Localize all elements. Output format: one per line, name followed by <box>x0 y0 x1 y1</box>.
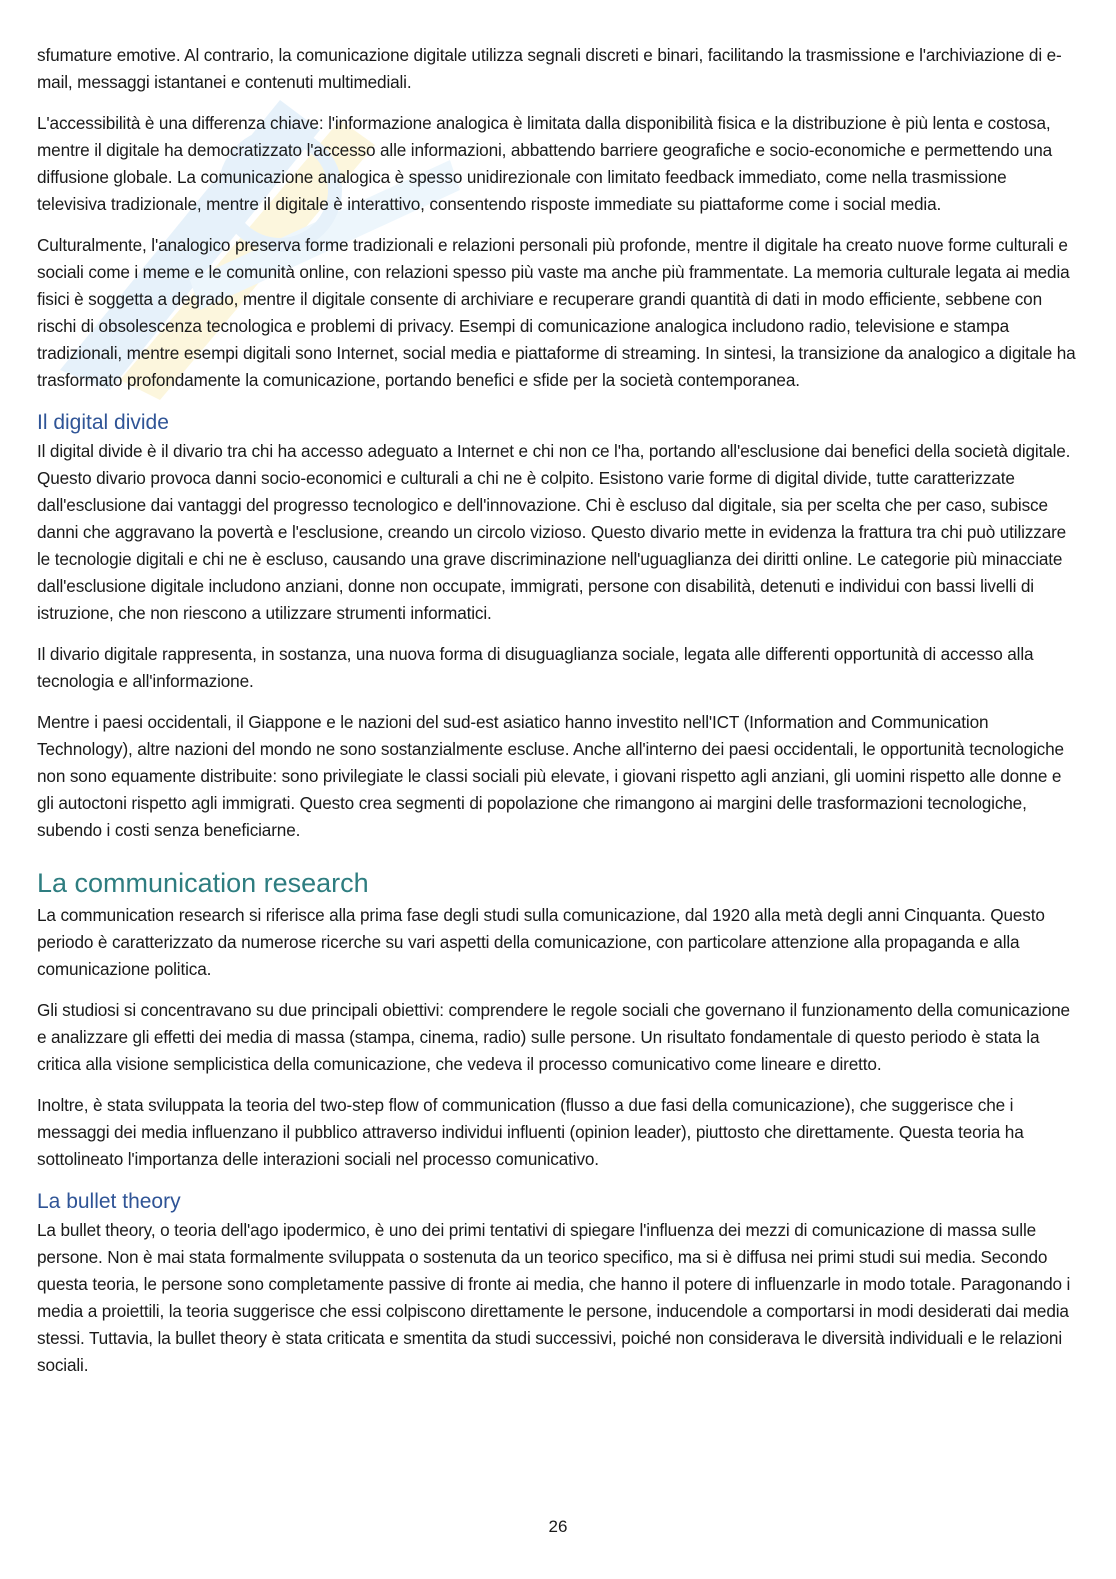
document-page <box>37 42 1077 1379</box>
paragraph: Il digital divide è il divario tra chi ha accesso adeguato a Internet e chi non ce l'ha, portando all'esclusione dai benefici della società digitale. Questo divario provoca danni socio-economici e culturali a chi ne è colpito. Esistono varie forme di digital divide, tutte caratterizzate dall'esclusione dai vantaggi del progresso tecnologico e dell'innovazione. Chi è escluso dal digitale, sia per scelta che per caso, subisce danni che aggravano la povertà e l'esclusione, creando un circolo vizioso. Questo divario mette in evidenza la frattura tra chi può utilizzare le tecnologie digitali e chi ne è escluso, causando una grave discriminazione nell'uguaglianza dei diritti online. Le categorie più minacciate dall'esclusione digitale includono anziani, donne non occupate, immigrati, persone con disabilità, detenuti e individui con bassi livelli di istruzione, che non riescono a utilizzare strumenti informatici. <box>37 441 1071 623</box>
heading-bullet-theory: La bullet theory <box>37 1190 181 1213</box>
heading-digital-divide: Il digital divide <box>37 411 169 434</box>
paragraph: Inoltre, è stata sviluppata la teoria del two-step flow of communication (flusso a due fasi della comunicazione), che suggerisce che i messaggi dei media influenzano il pubblico attraverso individui influenti (opinion leader), piuttosto che direttamente. Questa teoria ha sottolineato l'importanza delle interazioni sociali nel processo comunicativo. <box>37 1095 1024 1169</box>
heading-communication-research: La communication research <box>37 868 369 898</box>
paragraph: L'accessibilità è una differenza chiave: l'informazione analogica è limitata dalla disponibilità fisica e la distribuzione è più lenta e costosa, mentre il digitale ha democratizzato l'accesso alle informazioni, abbattendo barriere geografiche e socio-economiche e permettendo una diffusione globale. La comunicazione analogica è spesso unidirezionale con limitato feedback immediato, come nella trasmissione televisiva tradizionale, mentre il digitale è interattivo, consentendo risposte immediate su piattaforme come i social media. <box>37 113 1053 214</box>
paragraph: La bullet theory, o teoria dell'ago ipodermico, è uno dei primi tentativi di spiegare l'influenza dei mezzi di comunicazione di massa sulle persone. Non è mai stata formalmente sviluppata o sostenuta da un teorico specifico, ma si è diffusa nei primi studi sui media. Secondo questa teoria, le persone sono completamente passive di fronte ai media, che hanno il potere di influenzarle in modo totale. Paragonando i media a proiettili, la teoria suggerisce che essi colpiscono direttamente le persone, inducendole a comportarsi in modi desiderati dai media stessi. Tuttavia, la bullet theory è stata criticata e smentita da studi successivi, poiché non considerava le diversità individuali e le relazioni sociali. <box>37 1220 1071 1375</box>
paragraph: Culturalmente, l'analogico preserva forme tradizionali e relazioni personali più profonde, mentre il digitale ha creato nuove forme culturali e sociali come i meme e le comunità online, con relazioni spesso più vaste ma anche più frammentate. La memoria culturale legata ai media fisici è soggetta a degrado, mentre il digitale consente di archiviare e recuperare grandi quantità di dati in modo efficiente, sebbene con rischi di obsolescenza tecnologica e problemi di privacy. Esempi di comunicazione analogica includono radio, televisione e stampa tradizionali, mentre esempi digitali sono Internet, social media e piattaforme di streaming. In sintesi, la transizione da analogico a digitale ha trasformato profondamente la comunicazione, portando benefici e sfide per la società contemporanea. <box>37 235 1076 390</box>
page-number: 26 <box>548 1517 568 1536</box>
paragraph: La communication research si riferisce alla prima fase degli studi sulla comunicazione, dal 1920 alla metà degli anni Cinquanta. Questo periodo è caratterizzato da numerose ricerche su vari aspetti della comunicazione, con particolare attenzione alla propaganda e alla comunicazione politica. <box>37 905 1045 979</box>
paragraph: Gli studiosi si concentravano su due principali obiettivi: comprendere le regole sociali che governano il funzionamento della comunicazione e analizzare gli effetti dei media di massa (stampa, cinema, radio) sulle persone. Un risultato fondamentale di questo periodo è stata la critica alla visione semplicistica della comunicazione, che vedeva il processo comunicativo come lineare e diretto. <box>37 1000 1070 1074</box>
paragraph: Mentre i paesi occidentali, il Giappone e le nazioni del sud-est asiatico hanno investito nell'ICT (Information and Communication Technology), altre nazioni del mondo ne sono sostanzialmente escluse. Anche all'interno dei paesi occidentali, le opportunità tecnologiche non sono equamente distribuite: sono privilegiate le classi sociali più elevate, i giovani rispetto agli anziani, gli uomini rispetto alle donne e gli autoctoni rispetto agli immigrati. Questo crea segmenti di popolazione che rimangono ai margini delle trasformazioni tecnologiche, subendo i costi senza beneficiarne. <box>37 712 1064 840</box>
paragraph: Il divario digitale rappresenta, in sostanza, una nuova forma di disuguaglianza sociale, legata alle differenti opportunità di accesso alla tecnologia e all'informazione. <box>37 644 1034 691</box>
paragraph: sfumature emotive. Al contrario, la comunicazione digitale utilizza segnali discreti e binari, facilitando la trasmissione e l'archiviazione di e-mail, messaggi istantanei e contenuti multimediali. <box>37 45 1062 92</box>
